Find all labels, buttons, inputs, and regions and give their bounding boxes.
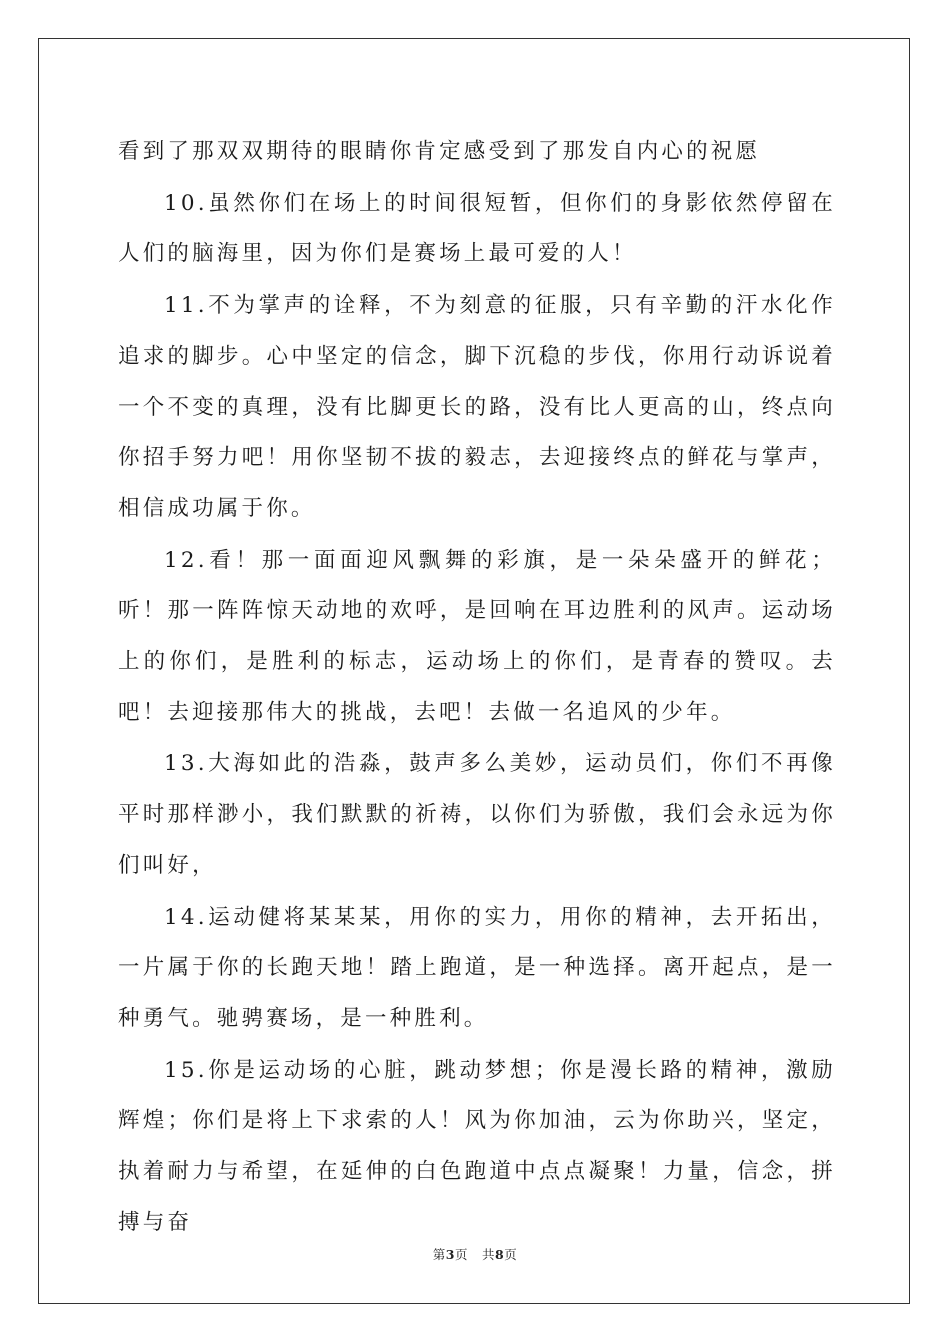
page-footer: [0, 1245, 950, 1263]
paragraph-item-12: 12.看！那一面面迎风飘舞的彩旗，是一朵朵盛开的鲜花；听！那一阵阵惊天动地的欢呼，是回响在耳边胜利的风声。运动场上的你们，是胜利的标志，运动场上的你们，是青春的赞叹。去吧！去迎接那伟大的挑战，去吧！去做一名追风的少年。: [118, 547, 836, 725]
paragraph-item-15: 15.你是运动场的心脏，跳动梦想；你是漫长路的精神，激励辉煌；你们是将上下求索的人！风为你加油，云为你助兴，坚定，执着耐力与希望，在延伸的白色跑道中点点凝聚！力量，信念，拼搏与奋: [118, 1057, 836, 1235]
paragraph-item-11: 11.不为掌声的诠释，不为刻意的征服，只有辛勤的汗水化作追求的脚步。心中坚定的信念，脚下沉稳的步伐，你用行动诉说着一个不变的真理，没有比脚更长的路，没有比人更高的山，终点向你招手努力吧！用你坚韧不拔的毅志，去迎接终点的鲜花与掌声，相信成功属于你。: [118, 293, 836, 521]
document-body: [118, 127, 836, 1248]
paragraph-item-10: 10.虽然你们在场上的时间很短暂，但你们的身影依然停留在人们的脑海里，因为你们是赛场上最可爱的人！: [118, 190, 836, 267]
page-number: 3: [445, 1247, 455, 1262]
page-suffix: 页: [454, 1247, 468, 1262]
total-pages: 8: [495, 1247, 505, 1262]
total-suffix: 页: [504, 1247, 518, 1262]
page-prefix: 第: [432, 1247, 446, 1262]
total-prefix: 共: [482, 1247, 496, 1262]
paragraph-item-13: 13.大海如此的浩淼，鼓声多么美妙，运动员们，你们不再像平时那样渺小，我们默默的祈祷，以你们为骄傲，我们会永远为你们叫好，: [118, 751, 836, 878]
paragraph-item-14: 14.运动健将某某某，用你的实力，用你的精神，去开拓出，一片属于你的长跑天地！踏上跑道，是一种选择。离开起点，是一种勇气。驰骋赛场，是一种胜利。: [118, 904, 836, 1031]
paragraph-continuation: 看到了那双双期待的眼睛你肯定感受到了那发自内心的祝愿: [118, 139, 761, 164]
